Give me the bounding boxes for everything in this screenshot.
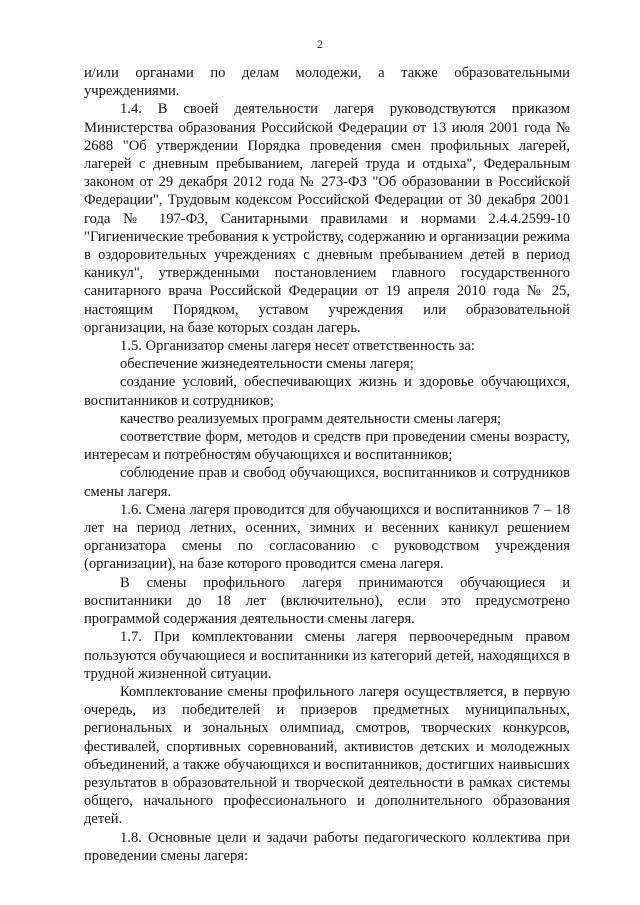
list-item-program-quality: качество реализуемых программ деятельности смены лагеря; <box>120 410 502 427</box>
paragraph-continuation: и/или органами по делам молодежи, а также образовательными учреждениями. <box>84 65 570 100</box>
paragraph-1-4: 1.4. В своей деятельности лагеря руководствуются приказом Министерства образования Российской Федерации от 13 июля 2001 года № 2688 "Об утверждении Порядка проведения смен профильных лагерей, лагерей с дневным пребыванием, лагерей труда и отдыха", Федеральным законом от 29 декабря 2012 года № 273-ФЗ "Об образовании в Российской Федерации", Трудовым кодексом Российской Федерации от 30 декабря 2001 года № 197-ФЗ, Санитарными правилами и нормами 2.4.4.2599-10 "Гигиенические требования к устройству, содержанию и организации режима в оздоровительных учреждениях с дневным пребыванием детей в период каникул", утвержденными постановлением главного государственного санитарного врача Российской Федерации от 19 апреля 2010 года № 25, настоящим Порядком, уставом учреждения или образовательной организации, на базе которых создан лагерь. <box>84 101 570 336</box>
list-item-rights: соблюдение прав и свобод обучающихся, воспитанников и сотрудников смены лагеря. <box>84 465 570 500</box>
list-item-methods: соответствие форм, методов и средств при проведении смены возрасту, интересам и потребностям обучающихся и воспитанников; <box>84 429 570 464</box>
list-item-life-support: обеспечение жизнедеятельности смены лагеря; <box>120 356 414 373</box>
paragraph-1-8: 1.8. Основные цели и задачи работы педагогического коллектива при проведении смены лагеря: <box>84 829 570 864</box>
paragraph-1-6: 1.6. Смена лагеря проводится для обучающихся и воспитанников 7 – 18 лет на период летних, осенних, зимних и весенних каникул решением организатора смены по согласованию с руководством учреждения (организации), на базе которого проводится смена лагеря. <box>84 501 570 573</box>
document-body <box>84 64 570 865</box>
paragraph-staffing: Комплектование смены профильного лагеря осуществляется, в первую очередь, из победителей и призеров предметных муниципальных, региональных и зональных олимпиад, смотров, творческих конкурсов, фестивалей, спортивных соревнований, активистов детских и молодежных объединений, а также обучающихся и воспитанников, достигших наивысших результатов в образовательной и творческой деятельности в рамках системы общего, начального профессионального и дополнительного образования детей. <box>84 683 570 828</box>
paragraph-1-7: 1.7. При комплектовании смены лагеря первоочередным правом пользуются обучающиеся и воспитанники из категорий детей, находящихся в трудной жизненной ситуации. <box>84 629 570 682</box>
paragraph-1-5: 1.5. Организатор смены лагеря несет ответственность за: <box>120 338 475 355</box>
page-number: 2 <box>317 37 323 51</box>
paragraph-profile-admission: В смены профильного лагеря принимаются обучающиеся и воспитанники до 18 лет (включительно), если это предусмотрено программой содержания деятельности смены лагеря. <box>84 574 570 628</box>
list-item-conditions: создание условий, обеспечивающих жизнь и здоровье обучающихся, воспитанников и сотрудников; <box>84 374 570 409</box>
